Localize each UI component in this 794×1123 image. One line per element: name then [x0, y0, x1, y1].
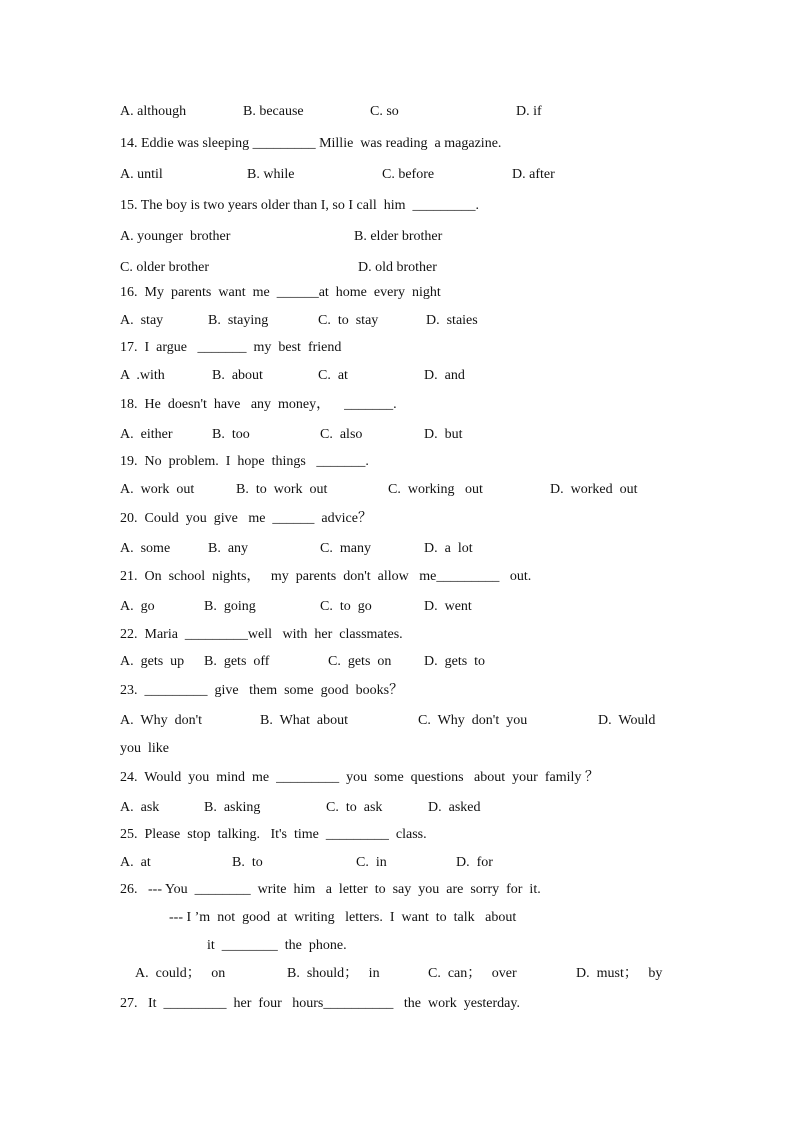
q19-option-b: B. to work out — [236, 482, 328, 497]
q21-option-a: A. go — [120, 599, 155, 614]
q16-stem: 16. My parents want me ______at home every night — [120, 285, 441, 300]
q23-option-a: A. Why don't — [120, 713, 202, 728]
q18-option-a: A. either — [120, 427, 173, 442]
q25-option-c: C. in — [356, 855, 387, 870]
q24-option-a: A. ask — [120, 800, 160, 815]
q21-option-d: D. went — [424, 599, 472, 614]
q18-stem: 18. He doesn't have any money， _______. — [120, 397, 397, 412]
q15-option-c: C. older brother — [120, 260, 210, 275]
q17-stem: 17. I argue _______ my best friend — [120, 340, 342, 355]
q22-option-a: A. gets up — [120, 654, 185, 669]
q20-option-a: A. some — [120, 541, 171, 556]
q19-option-a: A. work out — [120, 482, 195, 497]
q20-stem: 20. Could you give me ______ advice？ — [120, 511, 372, 526]
q14-option-a: A. until — [120, 167, 163, 182]
q14-option-c: C. before — [382, 167, 435, 182]
q23-option-d: D. Would — [598, 713, 656, 728]
q20-option-c: C. many — [320, 541, 371, 556]
q19-option-d: D. worked out — [550, 482, 638, 497]
q26-dialogue-reply: --- I ’m not good at writing letters. I want to talk about — [169, 910, 517, 925]
q26-option-c: C. can； over — [428, 966, 517, 981]
q17-option-a: A .with — [120, 368, 165, 383]
q14-option-b: B. while — [247, 167, 295, 182]
q24-option-c: C. to ask — [326, 800, 383, 815]
q26-option-b: B. should； in — [287, 966, 380, 981]
q24-stem: 24. Would you mind me _________ you some questions about your family ？ — [120, 770, 599, 785]
q15-option-a: A. younger brother — [120, 229, 231, 244]
q15-option-d: D. old brother — [358, 260, 437, 275]
q13-option-c: C. so — [370, 104, 399, 119]
q17-option-b: B. about — [212, 368, 263, 383]
q13-option-b: B. because — [243, 104, 304, 119]
q19-option-c: C. working out — [388, 482, 483, 497]
q13-option-d: D. if — [516, 104, 542, 119]
q26-stem: 26. --- You ________ write him a letter to say you are sorry for it. — [120, 882, 541, 897]
q26-option-d: D. must； by — [576, 966, 663, 981]
q20-option-b: B. any — [208, 541, 249, 556]
q15-option-b: B. elder brother — [354, 229, 443, 244]
q18-option-c: C. also — [320, 427, 363, 442]
q25-option-a: A. at — [120, 855, 151, 870]
q22-option-d: D. gets to — [424, 654, 486, 669]
q23-option-d-continued: you like — [120, 741, 169, 756]
q23-option-b: B. What about — [260, 713, 349, 728]
q19-stem: 19. No problem. I hope things _______. — [120, 454, 369, 469]
q22-stem: 22. Maria _________well with her classmates. — [120, 627, 403, 642]
q22-option-b: B. gets off — [204, 654, 270, 669]
q16-option-d: D. staies — [426, 313, 478, 328]
q21-option-c: C. to go — [320, 599, 372, 614]
q25-option-b: B. to — [232, 855, 263, 870]
q15-stem: 15. The boy is two years older than I, so I call him _________. — [120, 198, 480, 213]
q24-option-b: B. asking — [204, 800, 261, 815]
q16-option-b: B. staying — [208, 313, 269, 328]
q14-option-d: D. after — [512, 167, 555, 182]
q17-option-c: C. at — [318, 368, 348, 383]
q21-stem: 21. On school nights， my parents don't allow me_________ out. — [120, 569, 532, 584]
q21-option-b: B. going — [204, 599, 256, 614]
q23-stem: 23. _________ give them some good books？ — [120, 683, 404, 698]
q16-option-a: A. stay — [120, 313, 164, 328]
q24-option-d: D. asked — [428, 800, 481, 815]
q18-option-d: D. but — [424, 427, 463, 442]
q22-option-c: C. gets on — [328, 654, 392, 669]
q26-dialogue-reply-continued: it ________ the phone. — [207, 938, 347, 953]
q25-option-d: D. for — [456, 855, 493, 870]
q26-option-a: A. could； on — [135, 966, 226, 981]
q17-option-d: D. and — [424, 368, 465, 383]
q14-stem: 14. Eddie was sleeping _________ Millie was reading a magazine. — [120, 136, 502, 151]
q13-option-a: A. although — [120, 104, 187, 119]
q16-option-c: C. to stay — [318, 313, 379, 328]
q23-option-c: C. Why don't you — [418, 713, 528, 728]
q27-stem: 27. It _________ her four hours__________ the work yesterday. — [120, 996, 520, 1011]
q18-option-b: B. too — [212, 427, 250, 442]
q20-option-d: D. a lot — [424, 541, 473, 556]
q25-stem: 25. Please stop talking. It's time _________ class. — [120, 827, 427, 842]
